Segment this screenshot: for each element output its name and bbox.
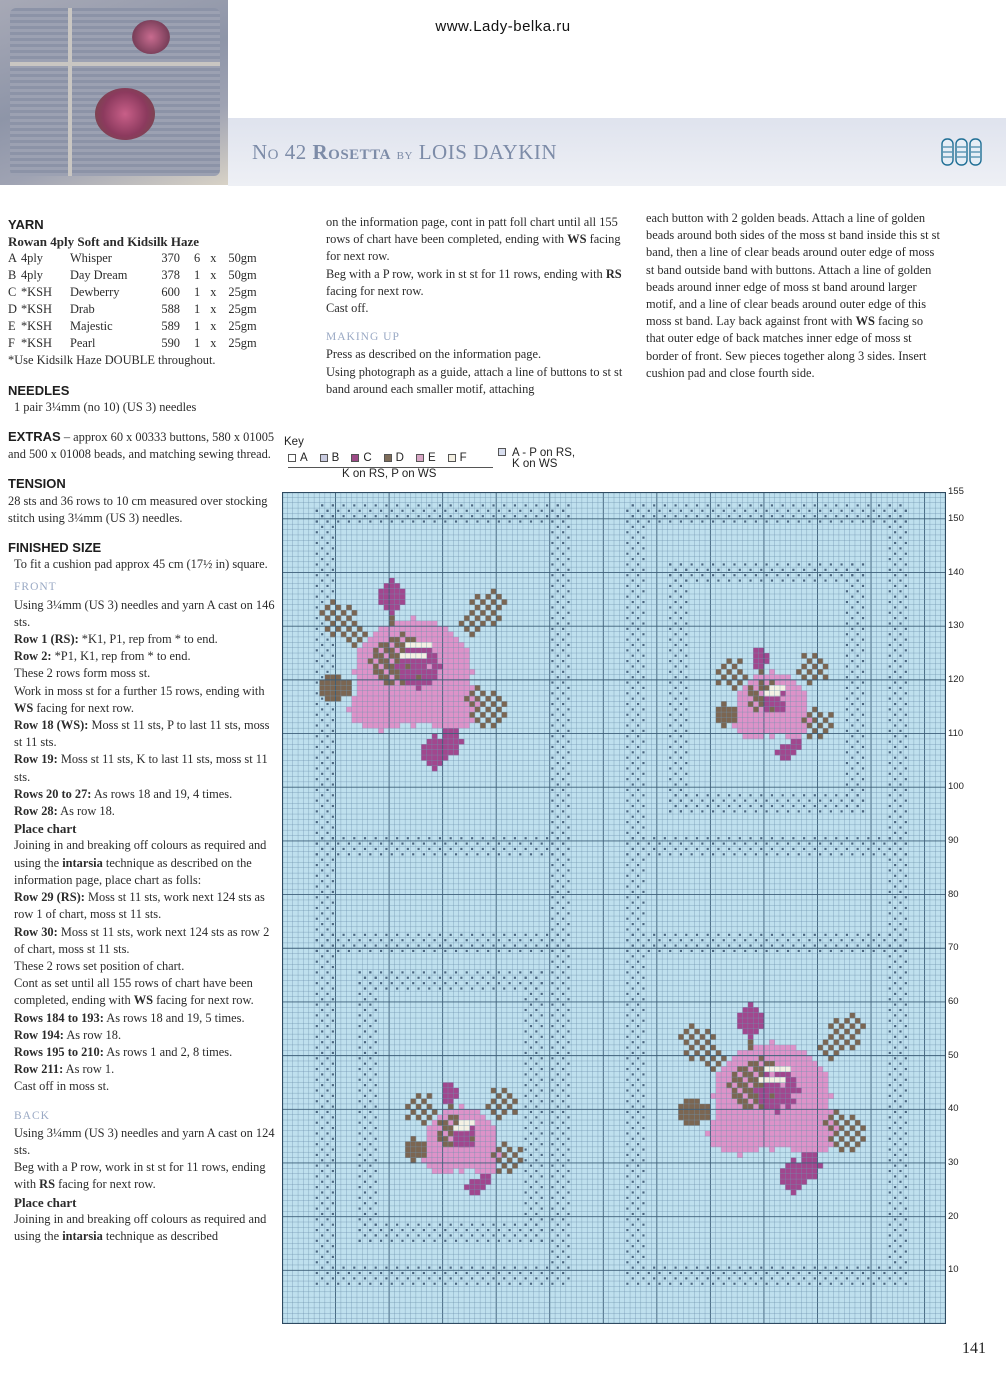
yarn-cell-weight: 25gm bbox=[228, 319, 257, 334]
key-label: A bbox=[300, 452, 308, 464]
yarn-cell-weight: 50gm bbox=[228, 251, 257, 266]
back-instructions: Using 3¼mm (US 3) needles and yarn A cast on 124 sts. Beg with a P row, work in st st for 11 rows, ending with RS facing for next row. Place chart Joining in and breaking off colours as required and using the intarsia technique as described bbox=[14, 1125, 275, 1243]
key-item-e bbox=[416, 452, 436, 464]
row-label: 120 bbox=[948, 673, 964, 685]
row-label: 10 bbox=[948, 1264, 959, 1276]
row-label: 40 bbox=[948, 1103, 959, 1115]
yarn-table bbox=[8, 250, 261, 352]
front-instructions: Using 3¼mm (US 3) needles and yarn A cast on 146 sts. Row 1 (RS): *K1, P1, rep from * to end. Row 2: *P1, K1, rep from * to end. These 2 rows form moss st. Work in moss st for a further 15 rows, ending with WS facing for next row. Row 18 (WS): Moss st 11 sts, P to last 11 sts, moss st 11 sts. Row 19: Moss st 11 sts, K to last 11 sts, moss st 11 sts. Rows 20 to 27: As rows 18 and 19, 4 times. Row 28: As row 18. Place chart Joining in and breaking off colours as required and using the intarsia technique as described on the information page, place chart as folls: Row 29 (RS): Moss st 11 sts, work next 124 sts as row 1 of chart, moss st 11 sts. Row 30: Moss st 11 sts, work next 124 sts as row 2 of chart, moss st 11 sts. These 2 rows set position of chart. Cont as set until all 155 rows of chart have been completed, ending with WS facing for next row. Rows 184 to 193: As rows 18 and 19, 5 times. Row 194: As row 18. Rows 195 to 210: As rows 1 and 2, 8 times. Row 211: As row 1. Cast off in moss st. bbox=[14, 597, 275, 1094]
row-label: 110 bbox=[948, 727, 964, 739]
yarn-cell-code: 378 bbox=[161, 268, 180, 283]
tension-heading: TENSION bbox=[8, 476, 66, 492]
needles-text: 1 pair 3¼mm (no 10) (US 3) needles bbox=[14, 399, 197, 414]
key-item-c bbox=[351, 452, 371, 464]
yarn-cell-type: *KSH bbox=[20, 285, 52, 300]
chart-grid bbox=[282, 492, 946, 1324]
yarn-cell-x: x bbox=[210, 336, 217, 351]
pattern-title: No 42 Rosetta by LOIS DAYKIN bbox=[252, 140, 558, 164]
yarn-cell-letter: A bbox=[8, 251, 17, 266]
yarn-cell-letter: E bbox=[8, 319, 16, 334]
row-label: 20 bbox=[948, 1210, 959, 1222]
yarn-cell-x: x bbox=[210, 302, 217, 317]
yarn-cell-weight: 25gm bbox=[228, 302, 257, 317]
yarn-cell-x: x bbox=[210, 268, 217, 283]
yarn-row bbox=[8, 250, 261, 267]
key-swatch bbox=[384, 454, 392, 462]
yarn-cell-shade: Day Dream bbox=[69, 268, 128, 283]
finished-size-heading: FINISHED SIZE bbox=[8, 540, 102, 556]
rose-motif bbox=[95, 88, 155, 140]
key-swatch bbox=[448, 454, 456, 462]
site-url[interactable]: www.Lady-belka.ru bbox=[435, 18, 571, 35]
dot-symbol-icon bbox=[498, 448, 506, 456]
yarn-cell-code: 588 bbox=[161, 302, 180, 317]
yarn-cell-x: x bbox=[210, 251, 217, 266]
key-item-f bbox=[448, 452, 467, 464]
yarn-cell-shade: Whisper bbox=[69, 251, 112, 266]
row-label: 130 bbox=[948, 620, 964, 632]
row-label: 140 bbox=[948, 566, 964, 578]
rose-motif bbox=[132, 20, 170, 54]
extras-block bbox=[8, 428, 278, 463]
row-label: 100 bbox=[948, 781, 964, 793]
key-swatch bbox=[288, 454, 296, 462]
yarn-cell-qty: 1 bbox=[193, 319, 201, 334]
row-label: 50 bbox=[948, 1049, 959, 1061]
yarn-row bbox=[8, 267, 261, 284]
finished-size-text: To fit a cushion pad approx 45 cm (17½ in) square. bbox=[14, 557, 268, 572]
knitting-chart bbox=[282, 492, 946, 1324]
yarn-cell-code: 600 bbox=[161, 285, 180, 300]
key-swatch bbox=[351, 454, 359, 462]
instructions-column-1 bbox=[8, 216, 278, 1245]
yarn-cell-code: 370 bbox=[161, 251, 180, 266]
yarn-cell-type: 4ply bbox=[20, 268, 43, 283]
key-label: D bbox=[395, 452, 404, 464]
row-label: 150 bbox=[948, 512, 964, 524]
cushion-photo bbox=[0, 0, 228, 185]
key-swatches bbox=[288, 452, 475, 464]
yarn-cell-x: x bbox=[210, 285, 217, 300]
yarn-cell-type: *KSH bbox=[20, 302, 52, 317]
yarn-cell-type: 4ply bbox=[20, 251, 43, 266]
yarn-row bbox=[8, 284, 261, 301]
key-label: E bbox=[427, 452, 436, 464]
tension-text: 28 sts and 36 rows to 10 cm measured over stocking stitch using 3¼mm (US 3) needles. bbox=[8, 493, 268, 525]
yarn-cell-x: x bbox=[210, 319, 217, 334]
key-item-b bbox=[320, 452, 340, 464]
panel-seam bbox=[68, 8, 72, 176]
row-label: 70 bbox=[948, 942, 959, 954]
yarn-subheading: Rowan 4ply Soft and Kidsilk Haze bbox=[8, 234, 200, 250]
key-swatch bbox=[320, 454, 328, 462]
key-item-d bbox=[384, 452, 404, 464]
yarn-cell-weight: 25gm bbox=[228, 285, 257, 300]
row-label: 155 bbox=[948, 486, 964, 497]
yarn-cell-weight: 25gm bbox=[228, 336, 257, 351]
yarn-cell-type: *KSH bbox=[20, 319, 52, 334]
front-heading: FRONT bbox=[14, 581, 57, 594]
yarn-cell-shade: Pearl bbox=[69, 336, 96, 351]
instructions-column-2: on the information page, cont in patt foll chart until all 155 rows of chart have been completed, ending with WS facing for next row. Beg with a P row, work in st st for 11 rows, ending with RS facing for next row. Cast off. MAKING UP Press as described on the information page. Using photograph as a guide, attach a line of buttons to st st band around each smaller motif, attaching bbox=[326, 215, 623, 396]
extras-text: – approx 60 x 00333 buttons, 580 x 01005 and 500 x 01008 beads, and matching sewing thread. bbox=[8, 430, 275, 462]
panel-seam bbox=[10, 62, 220, 66]
key-label: C bbox=[363, 452, 372, 464]
page-number: 141 bbox=[962, 1340, 986, 1357]
key-item-a bbox=[288, 452, 308, 464]
back-heading: BACK bbox=[14, 1109, 50, 1122]
yarn-row bbox=[8, 301, 261, 318]
key-label: F bbox=[459, 452, 467, 464]
yarn-cell-qty: 1 bbox=[193, 285, 201, 300]
row-label: 90 bbox=[948, 834, 959, 846]
yarn-cell-qty: 1 bbox=[193, 336, 201, 351]
needles-heading: NEEDLES bbox=[8, 382, 70, 398]
extras-heading: EXTRAS bbox=[8, 429, 61, 445]
yarn-note: *Use Kidsilk Haze DOUBLE throughout. bbox=[8, 353, 216, 368]
key-title: Key bbox=[284, 436, 304, 448]
key-label: B bbox=[331, 452, 340, 464]
yarn-cell-code: 590 bbox=[161, 336, 180, 351]
making-up-heading: MAKING UP bbox=[326, 331, 400, 344]
yarn-row bbox=[8, 335, 261, 352]
yarn-row bbox=[8, 318, 261, 335]
yarn-cell-qty: 1 bbox=[193, 268, 201, 283]
row-label: 80 bbox=[948, 888, 959, 900]
yarn-cell-qty: 1 bbox=[193, 302, 201, 317]
yarn-cell-weight: 50gm bbox=[228, 268, 257, 283]
yarn-cell-shade: Drab bbox=[69, 302, 95, 317]
key-extra: A - P on RS, K on WS bbox=[498, 448, 575, 470]
row-label: 60 bbox=[948, 995, 959, 1007]
yarn-cell-letter: F bbox=[8, 336, 15, 351]
instructions-column-3: each button with 2 golden beads. Attach a line of golden beads around both sides of the moss st band inside this st st band, then a line of clear beads around outer edge of moss st band outside band with buttons. Attach a line of golden beads around inner edge of moss st band around larger motif, and a line of clear beads around outer edge of this moss st band. Lay back against front with WS facing so that outer edge of back matches inner edge of moss st border of front. Sew pieces together along 3 sides. Insert cushion pad and close fourth side. bbox=[646, 211, 940, 380]
row-label: 30 bbox=[948, 1156, 959, 1168]
yarn-cell-letter: D bbox=[8, 302, 17, 317]
difficulty-skeins-icon bbox=[940, 137, 984, 172]
yarn-cell-code: 589 bbox=[161, 319, 180, 334]
key-sub-label: K on RS, P on WS bbox=[342, 468, 437, 480]
yarn-cell-qty: 6 bbox=[193, 251, 201, 266]
yarn-cell-shade: Majestic bbox=[69, 319, 113, 334]
yarn-cell-type: *KSH bbox=[20, 336, 52, 351]
key-swatch bbox=[416, 454, 424, 462]
yarn-heading: YARN bbox=[8, 217, 44, 232]
yarn-cell-letter: B bbox=[8, 268, 17, 283]
yarn-cell-shade: Dewberry bbox=[69, 285, 120, 300]
yarn-cell-letter: C bbox=[8, 285, 17, 300]
